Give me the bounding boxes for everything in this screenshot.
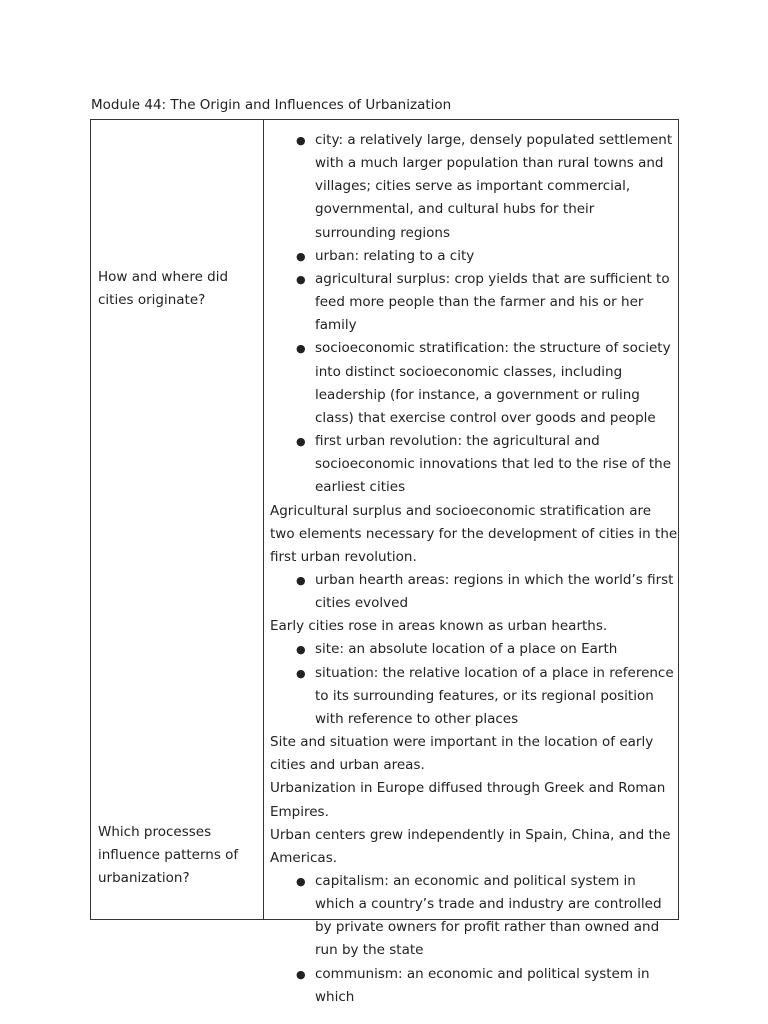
bullet-icon: ● xyxy=(296,967,306,981)
bullet-icon: ● xyxy=(296,573,306,587)
bullet-icon: ● xyxy=(296,342,306,356)
list-item xyxy=(270,430,678,499)
summary-paragraph: Site and situation were important in the location of early cities and urban areas. xyxy=(270,734,654,774)
list-item xyxy=(270,638,678,661)
list-item xyxy=(270,963,678,1009)
bullet-icon: ● xyxy=(296,272,306,286)
summary-paragraph: Early cities rose in areas known as urban hearths. xyxy=(270,618,608,635)
question-urbanization-processes: Which processes influence patterns of urbanization? xyxy=(98,824,239,887)
definition-urban-hearth-areas: urban hearth areas: regions in which the world’s first cities evolved xyxy=(315,571,674,612)
definition-list xyxy=(270,870,678,1009)
notes-table xyxy=(90,119,679,1005)
definition-urban: urban: relating to a city xyxy=(315,247,475,264)
definition-first-urban-revolution: first urban revolution: the agricultural and socioeconomic innovations that led to the rise of the earliest cities xyxy=(315,433,672,496)
definition-city: city: a relatively large, densely populated settlement with a much larger population than rural towns and villages; cities serve as important commercial, governmental, and cultural hubs for their surrounding regions xyxy=(315,132,673,241)
definition-site: site: an absolute location of a place on Earth xyxy=(315,641,618,658)
list-item xyxy=(270,129,678,245)
bullet-icon: ● xyxy=(296,643,306,657)
bullet-icon: ● xyxy=(296,249,306,263)
definition-list xyxy=(270,569,678,615)
list-item xyxy=(270,245,678,268)
definition-situation: situation: the relative location of a place in reference to its surrounding features, or its regional position with reference to other places xyxy=(315,664,674,727)
question-origin-of-cities: How and where did cities originate? xyxy=(98,269,229,309)
bullet-icon: ● xyxy=(296,875,306,888)
list-item xyxy=(270,662,678,731)
definition-capitalism: capitalism: an economic and political system in which a country’s trade and industry are controlled by private owners for profit rather than owned and run by the state xyxy=(315,873,662,959)
definition-list xyxy=(270,638,678,731)
list-item xyxy=(270,569,678,615)
definition-communism: communism: an economic and political system in which xyxy=(315,965,650,1005)
bullet-icon: ● xyxy=(296,666,306,680)
list-item xyxy=(270,870,678,963)
definition-agricultural-surplus: agricultural surplus: crop yields that are sufficient to feed more people than the farmer and his or her family xyxy=(315,270,670,334)
bullet-icon: ● xyxy=(296,435,306,449)
definition-socioeconomic-stratification: socioeconomic stratification: the structure of society into distinct socioeconomic classes, including leadership (for instance, a government or ruling class) that exercise control over goods and people xyxy=(315,340,671,426)
list-item xyxy=(270,337,678,430)
definition-list xyxy=(270,129,678,500)
notes-column xyxy=(270,129,678,1009)
summary-paragraph: Urbanization in Europe diffused through Greek and Roman Empires. xyxy=(270,780,666,820)
column-divider xyxy=(263,120,264,919)
list-item xyxy=(270,268,678,337)
page-title: Module 44: The Origin and Influences of Urbanization xyxy=(91,97,452,113)
summary-paragraph: Urban centers grew independently in Spain, China, and the Americas. xyxy=(270,826,671,866)
bullet-icon: ● xyxy=(296,134,306,147)
summary-paragraph: Agricultural surplus and socioeconomic stratification are two elements necessary for the development of cities in the first urban revolution. xyxy=(270,502,678,565)
